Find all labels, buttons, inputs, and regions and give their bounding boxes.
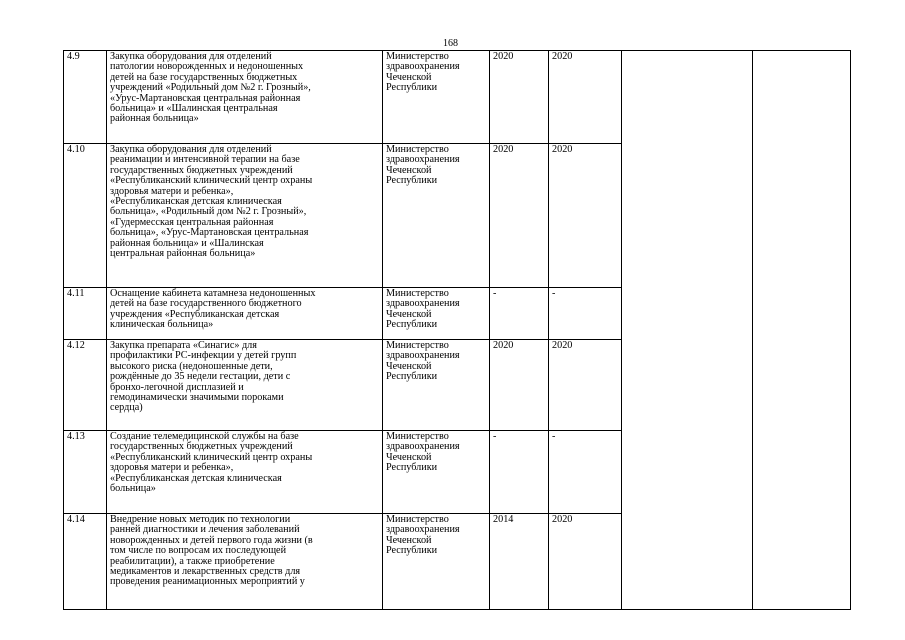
item-end-year: 2020: [549, 51, 622, 144]
text-line: Чеченской: [386, 308, 432, 320]
text-line: Чеченской: [386, 451, 432, 463]
text-line: районная больница»: [110, 113, 199, 125]
text-line: государственных бюджетных учреждений: [110, 441, 293, 453]
text-line: Республики: [386, 82, 438, 94]
text-line: Министерство: [386, 431, 449, 442]
text-line: «Республиканская детская клиническая: [110, 472, 282, 484]
text-line: клиническая больница»: [110, 319, 214, 331]
table-body: [64, 51, 851, 610]
item-executor: [383, 144, 490, 288]
text-line: здравоохранения: [386, 350, 460, 362]
text-line: районная больница» и «Шалинская: [110, 237, 264, 249]
text-line: Министерство: [386, 340, 449, 351]
text-line: детей на базе государственного бюджетного: [110, 298, 302, 310]
text-line: здравоохранения: [386, 154, 460, 166]
item-description: [107, 288, 383, 340]
text-line: Закупка оборудования для отделений: [110, 51, 272, 62]
text-line: Внедрение новых методик по технологии: [110, 514, 291, 525]
item-description: [107, 144, 383, 288]
text-line: Республики: [386, 319, 438, 331]
item-end-year: 2020: [549, 514, 622, 610]
text-line: Министерство: [386, 288, 449, 299]
text-line: больница», «Урус-Мартановская центральная: [110, 227, 309, 239]
item-description: [107, 514, 383, 610]
text-line: Закупка оборудования для отделений: [110, 144, 272, 155]
text-line: Республики: [386, 175, 438, 187]
activities-table: [63, 50, 851, 610]
item-description: [107, 431, 383, 514]
text-line: профилактики РС-инфекции у детей групп: [110, 350, 297, 362]
item-number: 4.14: [64, 514, 107, 610]
item-executor: [383, 51, 490, 144]
text-line: Министерство: [386, 514, 449, 525]
text-line: патологии новорожденных и недоношенных: [110, 61, 304, 73]
text-line: ранней диагностики и лечения заболеваний: [110, 524, 300, 536]
text-line: проведения реанимационных мероприятий у: [110, 576, 305, 588]
empty-column-1: [622, 51, 753, 610]
item-end-year: 2020: [549, 144, 622, 288]
text-line: здравоохранения: [386, 61, 460, 73]
empty-column-2: [753, 51, 851, 610]
text-line: Республики: [386, 462, 438, 474]
text-line: здоровья матери и ребенка»,: [110, 185, 234, 197]
item-start-year: -: [490, 431, 549, 514]
text-line: том числе по вопросам их последующей: [110, 545, 287, 557]
text-line: Республики: [386, 545, 438, 557]
text-line: Чеченской: [386, 71, 432, 83]
text-line: Оснащение кабинета катамнеза недоношенных: [110, 288, 316, 299]
text-line: реабилитации), а также приобретение: [110, 555, 275, 567]
text-line: здоровья матери и ребенка»,: [110, 462, 234, 474]
text-line: детей на базе государственных бюджетных: [110, 71, 298, 83]
text-line: больница» и «Шалинская центральная: [110, 103, 278, 115]
text-line: высокого риска (недоношенные дети,: [110, 360, 273, 372]
item-executor: [383, 431, 490, 514]
text-line: сердца): [110, 402, 143, 414]
text-line: государственных бюджетных учреждений: [110, 164, 293, 176]
text-line: больница»: [110, 483, 156, 495]
text-line: бронхо-легочной дисплазией и: [110, 381, 244, 393]
table-row: [64, 51, 851, 144]
text-line: центральная районная больница»: [110, 248, 256, 260]
text-line: Министерство: [386, 144, 449, 155]
text-line: здравоохранения: [386, 441, 460, 453]
text-line: гемодинамически значимыми пороками: [110, 392, 284, 404]
item-start-year: 2020: [490, 144, 549, 288]
text-line: медикаментов и лекарственных средств для: [110, 566, 301, 578]
text-line: учреждения «Республиканская детская: [110, 308, 280, 320]
item-end-year: -: [549, 431, 622, 514]
page-number: 168: [443, 38, 458, 49]
text-line: Республики: [386, 371, 438, 383]
text-line: «Республиканская детская клиническая: [110, 196, 282, 208]
text-line: больница», «Родильный дом №2 г. Грозный»,: [110, 206, 307, 218]
item-start-year: 2020: [490, 340, 549, 431]
text-line: «Республиканский клинический центр охраны: [110, 175, 313, 187]
text-line: Министерство: [386, 51, 449, 62]
item-start-year: -: [490, 288, 549, 340]
item-executor: [383, 340, 490, 431]
item-end-year: -: [549, 288, 622, 340]
text-line: Чеченской: [386, 164, 432, 176]
text-line: учреждений «Родильный дом №2 г. Грозный»,: [110, 82, 311, 94]
item-number: 4.11: [64, 288, 107, 340]
text-line: новорожденных и детей первого года жизни (в: [110, 534, 313, 546]
item-start-year: 2014: [490, 514, 549, 610]
item-executor: [383, 288, 490, 340]
text-line: реанимации и интенсивной терапии на базе: [110, 154, 300, 166]
text-line: здравоохранения: [386, 524, 460, 536]
text-line: «Урус-Мартановская центральная районная: [110, 92, 301, 104]
text-line: «Гудермесская центральная районная: [110, 216, 274, 228]
text-line: Закупка препарата «Синагис» для: [110, 340, 257, 351]
text-line: Чеченской: [386, 360, 432, 372]
item-number: 4.13: [64, 431, 107, 514]
text-line: «Республиканский клинический центр охраны: [110, 451, 313, 463]
item-executor: [383, 514, 490, 610]
item-start-year: 2020: [490, 51, 549, 144]
text-line: Чеченской: [386, 534, 432, 546]
text-line: здравоохранения: [386, 298, 460, 310]
text-line: рождённые до 35 недели гестации, дети с: [110, 371, 291, 383]
item-number: 4.12: [64, 340, 107, 431]
item-description: [107, 340, 383, 431]
item-end-year: 2020: [549, 340, 622, 431]
text-line: Создание телемедицинской службы на базе: [110, 431, 299, 442]
item-description: [107, 51, 383, 144]
item-number: 4.10: [64, 144, 107, 288]
item-number: 4.9: [64, 51, 107, 144]
